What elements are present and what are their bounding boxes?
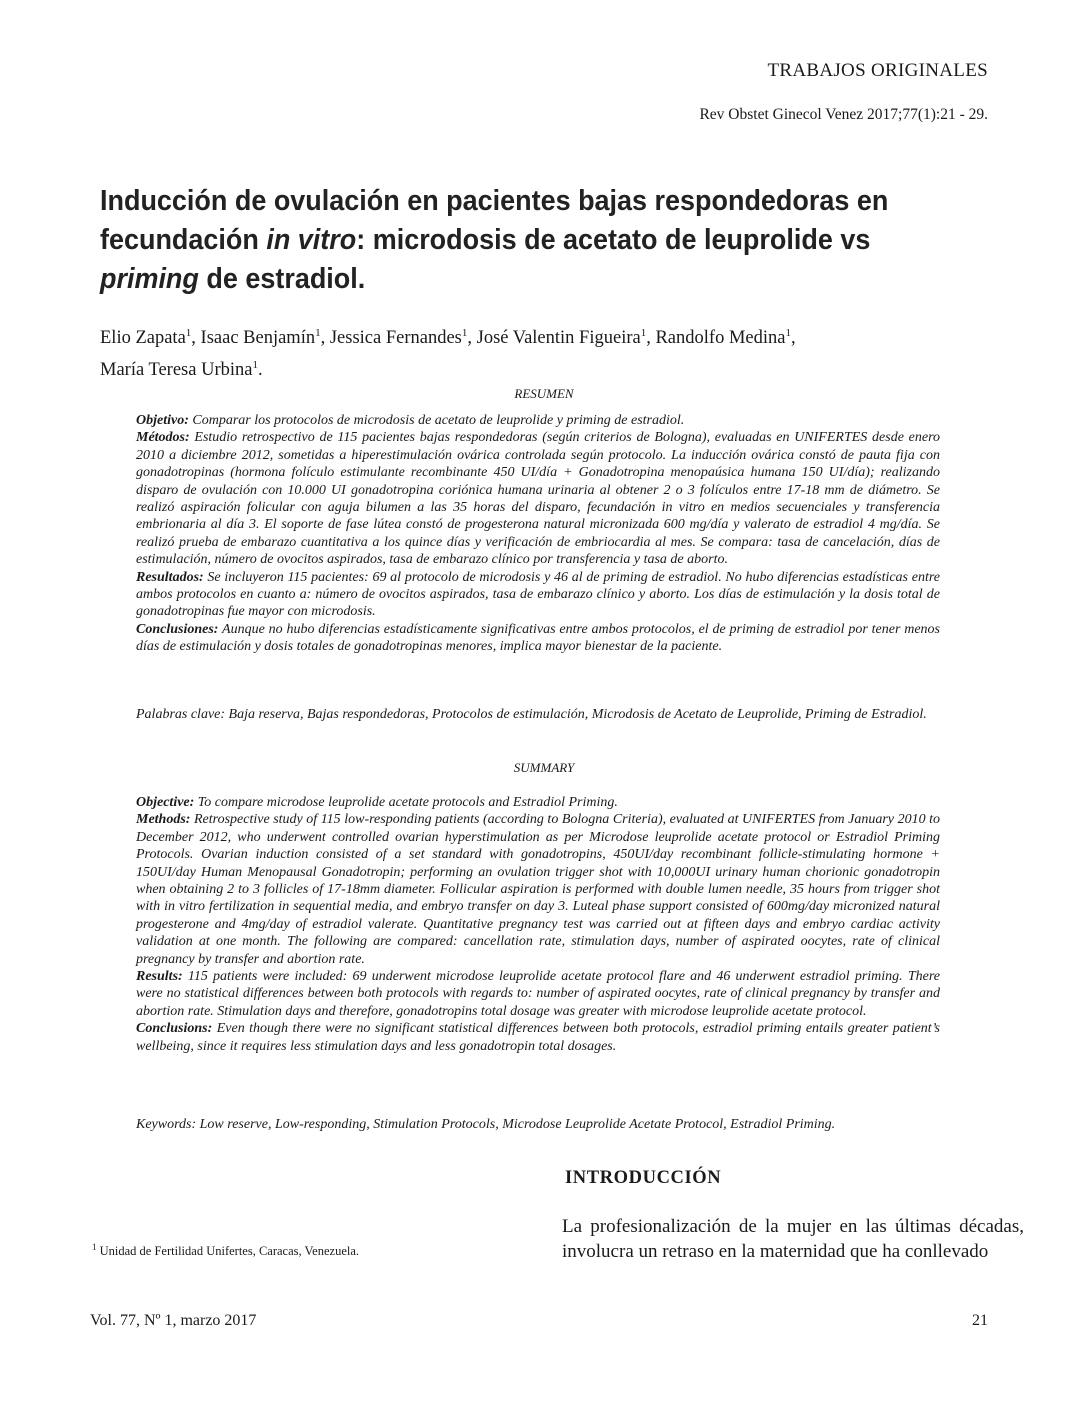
affiliation-footnote: $^1$ Unidad de Fertilidad Unifertes, Caracas, Venezuela. [92, 1242, 360, 1259]
author-list [100, 320, 960, 384]
author: Isaac Benjamín$^1$, [200, 327, 330, 349]
palabras-clave: Palabras clave: Baja reserva, Bajas respondedoras, Protocolos de estimulación, Microdosis de Acetato de Leuprolide, Priming de Estradiol. [136, 707, 927, 722]
author: Randolfo Medina$^1$, [655, 327, 796, 349]
author: Elio Zapata$^1$, [100, 327, 201, 349]
resumen-metodos: Métodos: Estudio retrospectivo de 115 pacientes bajas respondedoras (según criterios de Bologna), evaluadas en UNIFERTES desde enero 2010 a diciembre 2012, sometidas a hiperestimulación ovárica controlada según protocolo. La inducción ovárica constó de pauta fija con gonadotropinas (hormona folículo estimulante recombinante 450 UI/día + Gonadotropina menopaúsica humana 150 UI/día); realizando disparo de ovulación con 10.000 UI gonadotropina coriónica humana urinaria al obtener 2 o 3 folículos entre 17-18 mm de diámetro. Se realizó aspiración folicular con aguja bilumen a las 35 horas del disparo, fecundación in vitro en medios secuenciales y transferencia embrionaria al día 3. El soporte de fase lútea constó de progesterona natural micronizada 600 mg/día y valerato de estradiol 4 mg/día. Se realizó prueba de embarazo cuantitativa a los quince días y verificación de embriocardia al mes. Se compara: tasa de cancelación, días de estimulación, número de ovocitos aspirados, tasa de embarazo clínico por transferencia y tasa de aborto. [136, 430, 940, 568]
issue-footer: Vol. 77, Nº 1, marzo 2017 [90, 1312, 257, 1329]
title-part: Inducción de ovulación en pacientes bajas respondedoras en fecundación [100, 185, 889, 256]
summary-conclusions: Conclusions: Even though there were no significant statistical differences between both protocols, estradiol priming entails greater patient’s wellbeing, since it requires less stimulation days and less gonadotropin total dosages. [136, 1021, 940, 1054]
summary-results: Results: 115 patients were included: 69 underwent microdose leuprolide acetate protocol flare and 46 underwent estradiol priming. There were no statistical differences between both protocols with regards to: number of aspirated oocytes, rate of clinical pregnancy by transfer and abortion rate. Stimulation days and therefore, gonadotropins total dosage was greater with microdose leuprolide acetate protocol. [136, 969, 940, 1019]
introduction-text: La profesionalización de la mujer en las últimas décadas, involucra un retraso en la maternidad que ha conllevado [562, 1216, 1024, 1262]
title-part: : microdosis de acetato de leuprolide vs [356, 224, 871, 256]
resumen-heading: RESUMEN [514, 386, 574, 401]
summary-body [136, 794, 940, 1055]
author: María Teresa Urbina$^1$. [100, 359, 263, 381]
title-part: de estradiol. [198, 263, 366, 295]
resumen-body [136, 412, 940, 656]
journal-citation: Rev Obstet Ginecol Venez 2017;77(1):21 - 29. [699, 106, 988, 123]
summary-methods: Methods: Retrospective study of 115 low-responding patients (according to Bologna Criteria), evaluated at UNIFERTES from January 2010 to December 2012, who underwent controlled ovarian hyperstimulation as per Microdose leuprolide acetate protocol or Estradiol Priming Protocols. Ovarian induction consisted of a set standard with gonadotropins, 450UI/day recombinant follicle-stimulating hormone + 150UI/day Human Menopausal Gonadotropin; performing an ovulation trigger shot with 10,000UI urinary human chorionic gonadotropin when obtaining 2 to 3 follicles of 17-18mm diameter. Follicular aspiration is performed with double lumen needle, 35 hours from trigger shot with in vitro fertilization in sequential media, and embryo transfer on day 3. Luteal phase support consisted of 600mg/day micronized natural progesterone and 4mg/day of estradiol valerate. Quantitative pregnancy test was carried out at fifteen days and embryo cardiac activity validation at one month. The following are compared: cancellation rate, stimulation days, number of aspirated oocytes, rate of clinical pregnancy by transfer and abortion rate. [136, 812, 940, 967]
keywords: Keywords: Low reserve, Low-responding, Stimulation Protocols, Microdose Leuprolide Acetate Protocol, Estradiol Priming. [136, 1117, 836, 1132]
summary-objective: Objective: To compare microdose leuprolide acetate protocols and Estradiol Priming. [136, 795, 618, 810]
resumen-conclusiones: Conclusiones: Aunque no hubo diferencias estadísticamente significativas entre ambos protocolos, el de priming de estradiol por tener menos días de estimulación y dosis totales de gonadotropinas menores, implica mayor bienestar de la paciente. [136, 621, 940, 655]
title-italic: in vitro [266, 224, 357, 256]
author: Jessica Fernandes$^1$, [329, 327, 477, 349]
resumen-objetivo: Objetivo: Comparar los protocolos de microdosis de acetato de leuprolide y priming de estradiol. [136, 413, 685, 428]
section-label: TRABAJOS ORIGINALES [767, 60, 988, 81]
page-number: 21 [972, 1312, 988, 1329]
resumen-resultados: Resultados: Se incluyeron 115 pacientes: 69 al protocolo de microdosis y 46 al de priming de estradiol. No hubo diferencias estadísticas entre ambos protocolos en cuanto a: número de ovocitos aspirados, tasa de embarazo clínico y aborto. Los días de estimulación y la dosis total de gonadotropinas fue mayor con microdosis. [136, 569, 940, 620]
introduction-heading: INTRODUCCIÓN [565, 1168, 722, 1188]
title-italic: priming [100, 263, 199, 295]
article-title [100, 182, 900, 299]
author: José Valentin Figueira$^1$, [476, 327, 656, 349]
summary-heading: SUMMARY [513, 760, 575, 775]
